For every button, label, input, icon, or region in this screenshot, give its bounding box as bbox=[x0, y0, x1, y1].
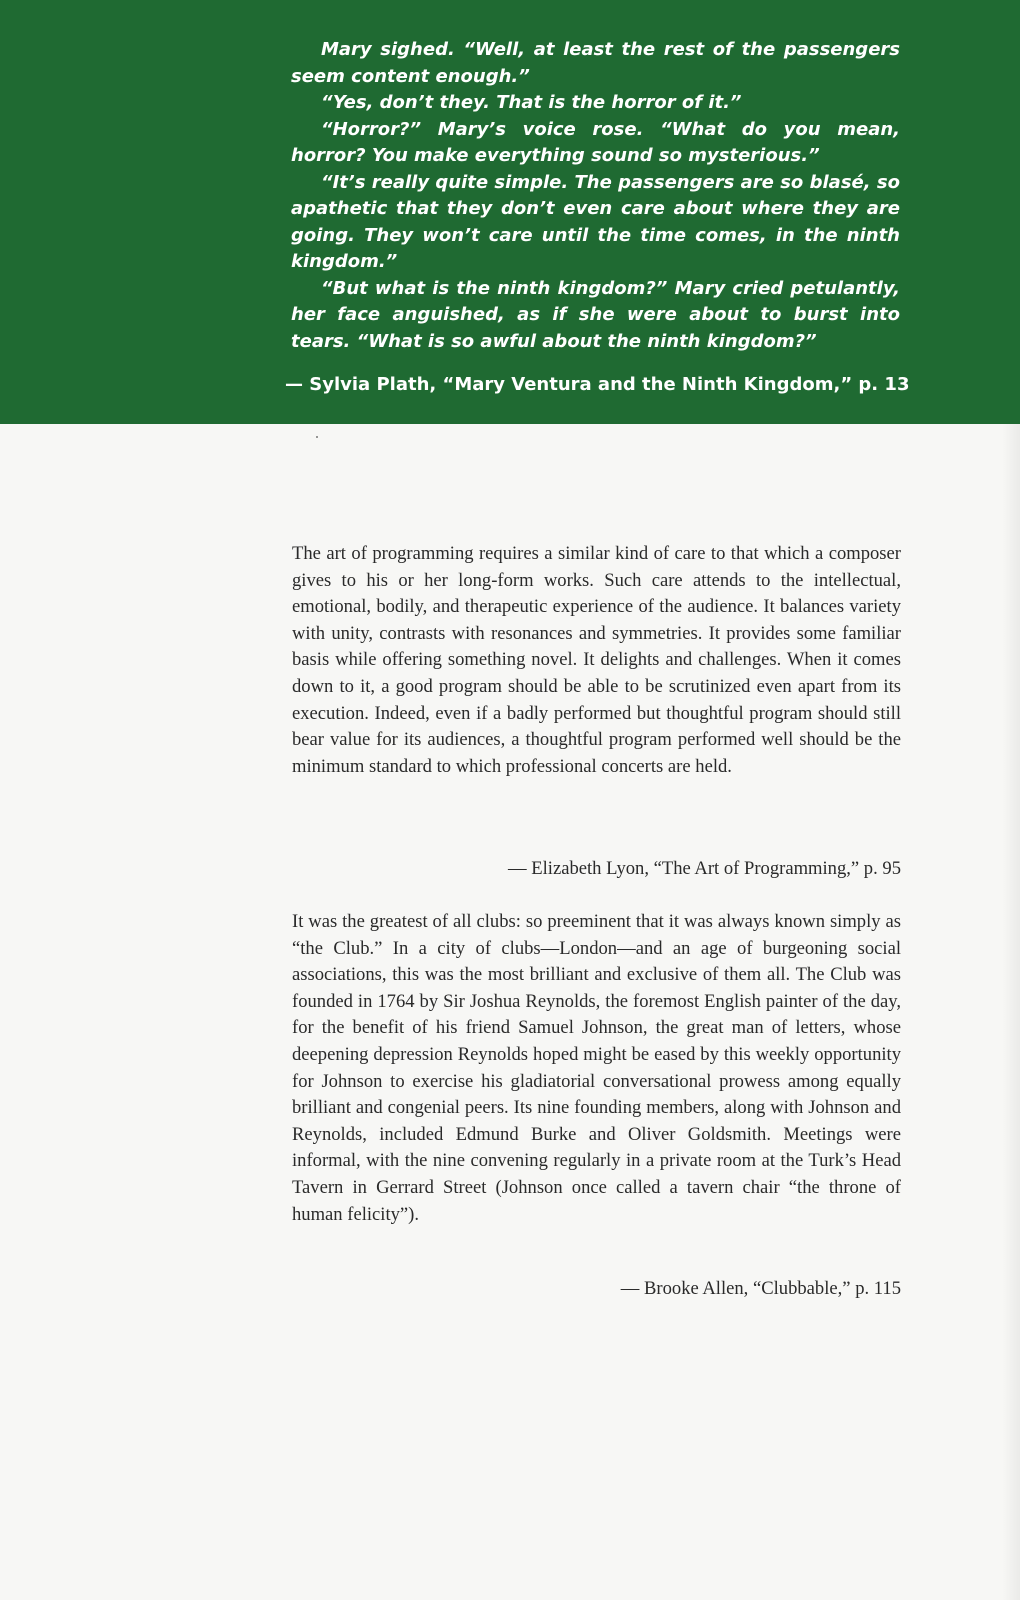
header-quote-attribution: — Sylvia Plath, “Mary Ventura and the Ninth Kingdom,” p. 13 bbox=[285, 374, 910, 395]
quote-paragraph-3: “Horror?” Mary’s voice rose. “What do you mean, horror? You make everything sound so mysterious.” bbox=[291, 118, 900, 166]
header-quote bbox=[291, 37, 900, 355]
quote-paragraph-2: “Yes, don’t they. That is the horror of it.” bbox=[321, 92, 742, 113]
quote-paragraph-5: “But what is the ninth kingdom?” Mary cried petulantly, her face anguished, as if she were about to burst into tears. “What is so awful about the ninth kingdom?” bbox=[291, 277, 900, 352]
scan-speck bbox=[316, 436, 318, 438]
excerpt-1-attribution: — Elizabeth Lyon, “The Art of Programming,” p. 95 bbox=[508, 858, 901, 879]
quote-paragraph-1: Mary sighed. “Well, at least the rest of the passengers seem content enough.” bbox=[291, 39, 900, 87]
page-edge-shadow bbox=[1002, 424, 1020, 1600]
excerpt-1-text: The art of programming requires a similar kind of care to that which a composer gives to his or her long-form works. Such care attends to the intellectual, emotional, bodily, and therapeutic experience of the audience. It balances variety with unity, contrasts with resonances and symmetries. It provides some familiar basis while offering something novel. It delights and challenges. When it comes down to it, a good program should be able to be scrutinized even apart from its execution. Indeed, even if a badly performed but thoughtful program should still bear value for its audiences, a thoughtful program performed well should be the minimum standard to which professional concerts are held. bbox=[292, 543, 901, 777]
excerpt-2-attribution: — Brooke Allen, “Clubbable,” p. 115 bbox=[620, 1278, 901, 1299]
quote-paragraph-4: “It’s really quite simple. The passengers are so blasé, so apathetic that they don’t even care about where they are going. They won’t care until the time comes, in the ninth kingdom.” bbox=[291, 171, 900, 272]
excerpt-2-text: It was the greatest of all clubs: so preeminent that it was always known simply as “the Club.” In a city of clubs—London—and an age of burgeoning social associations, this was the most brilliant and exclusive of them all. The Club was founded in 1764 by Sir Joshua Reynolds, the foremost English painter of the day, for the benefit of his friend Samuel Johnson, the great man of letters, whose deepening depression Reynolds hoped might be eased by this weekly opportunity for Johnson to exercise his gladiatorial conversational prowess among equally brilliant and congenial peers. Its nine founding members, along with Johnson and Reynolds, included Edmund Burke and Oliver Goldsmith. Meetings were informal, with the nine convening regularly in a private room at the Turk’s Head Tavern in Gerrard Street (Johnson once called a tavern chair “the throne of human felicity”). bbox=[292, 911, 901, 1225]
